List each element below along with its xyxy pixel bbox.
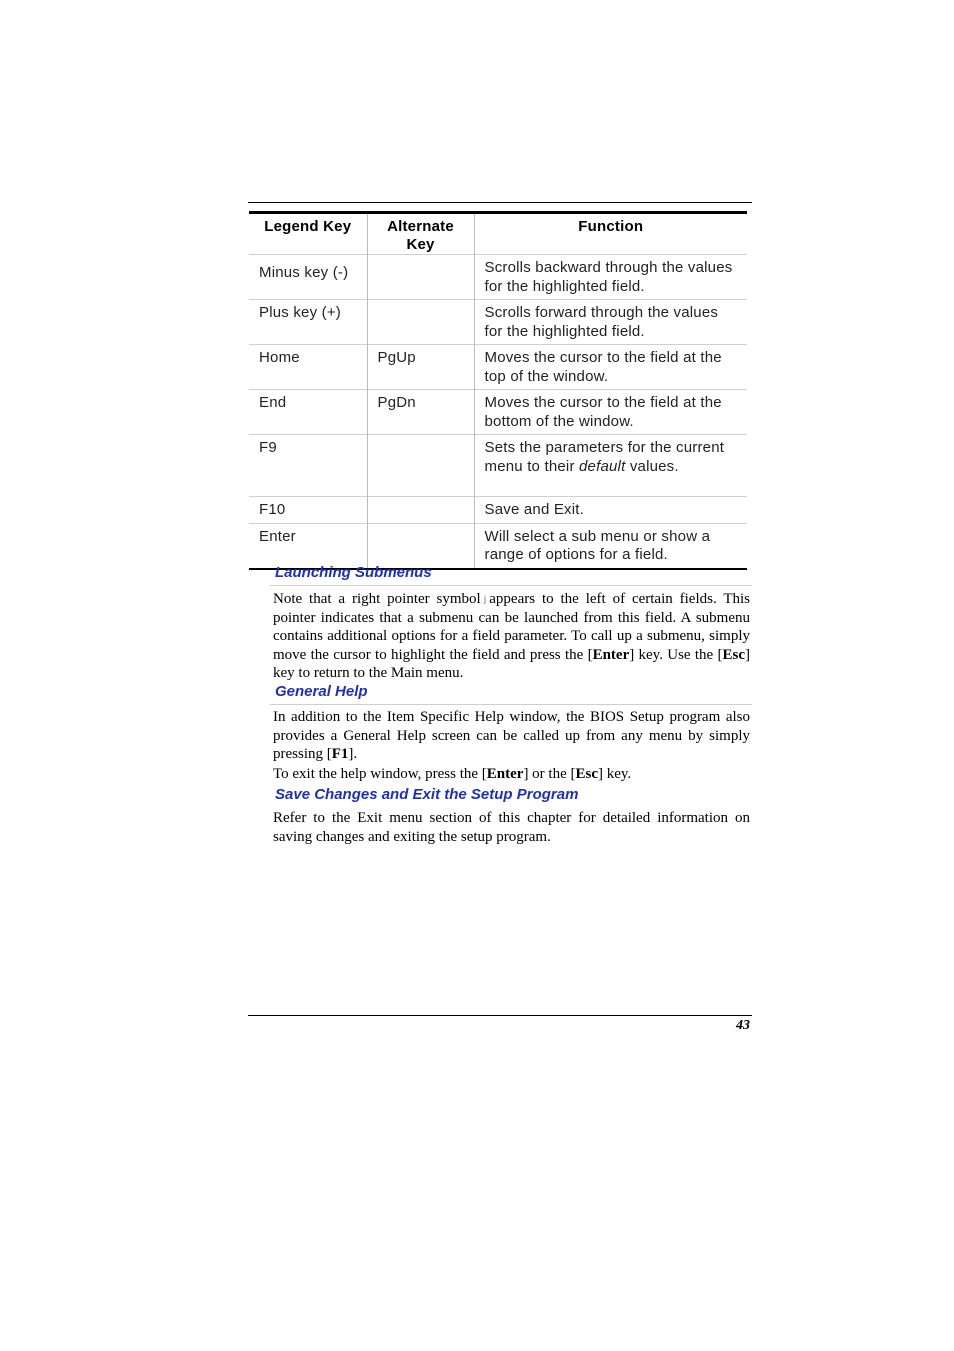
legend-key-cell: Plus key (+) bbox=[259, 304, 342, 321]
function-cell bbox=[474, 435, 747, 497]
right-pointer-icon: j bbox=[483, 594, 487, 605]
f1-key-label: F1 bbox=[331, 746, 349, 762]
table-row bbox=[249, 523, 747, 569]
header-function: Function bbox=[474, 213, 747, 255]
legend-key-table bbox=[249, 211, 747, 570]
function-cell: Scrolls backward through the values for the highlighted field. bbox=[474, 255, 747, 300]
legend-key-cell: F10 bbox=[259, 501, 286, 518]
esc-key-label: Esc bbox=[722, 646, 745, 663]
table-row bbox=[249, 255, 747, 300]
alternate-key-cell: PgDn bbox=[367, 390, 474, 435]
paragraph-text: ] or the [ bbox=[523, 766, 576, 782]
function-text: Sets the parameters for the current menu to their bbox=[484, 439, 725, 475]
table-header-row bbox=[249, 213, 747, 255]
enter-key-label: Enter bbox=[592, 646, 630, 663]
legend-key-cell: Enter bbox=[259, 527, 296, 545]
paragraph-text: ] key. Use the [ bbox=[629, 646, 723, 663]
function-cell: Scrolls forward through the values for the highlighted field. bbox=[474, 300, 747, 345]
legend-key-cell: End bbox=[259, 394, 287, 411]
section-divider bbox=[270, 704, 752, 705]
launching-submenus-heading: Launching Submenus bbox=[275, 564, 432, 581]
alternate-key-cell: PgUp bbox=[367, 345, 474, 390]
paragraph-text: appears to the left of certain fields. This pointer indicates that a submenu can be launched from this field. A submenu contains additional options for a field parameter. To call up a submenu, simply move the cursor to highlight the field and press the [ bbox=[273, 591, 750, 663]
function-cell: Save and Exit. bbox=[474, 497, 747, 524]
alternate-key-cell bbox=[367, 255, 474, 300]
general-help-heading: General Help bbox=[275, 683, 368, 700]
launching-submenus-paragraph bbox=[273, 590, 750, 683]
function-text: values. bbox=[625, 457, 679, 475]
alternate-key-cell bbox=[367, 435, 474, 497]
table-row bbox=[249, 435, 747, 497]
paragraph-text: Note that a right pointer symbol bbox=[273, 591, 481, 607]
alternate-key-cell bbox=[367, 497, 474, 524]
general-help-paragraph bbox=[273, 708, 750, 764]
save-changes-heading: Save Changes and Exit the Setup Program bbox=[275, 786, 579, 803]
paragraph-text: ]. bbox=[348, 746, 358, 762]
function-cell: Moves the cursor to the field at the bottom of the window. bbox=[474, 390, 747, 435]
table-row bbox=[249, 300, 747, 345]
paragraph-text: ] key to return to the Main menu. bbox=[273, 646, 750, 682]
header-legend-key: Legend Key bbox=[264, 218, 352, 235]
alternate-key-cell bbox=[367, 300, 474, 345]
table-row bbox=[249, 390, 747, 435]
legend-key-cell: F9 bbox=[259, 439, 277, 456]
function-cell: Will select a sub menu or show a range of options for a field. bbox=[474, 523, 747, 569]
table-row bbox=[249, 345, 747, 390]
page-number: 43 bbox=[736, 1018, 750, 1033]
save-changes-paragraph: Refer to the Exit menu section of this chapter for detailed information on saving changes and exiting the setup program. bbox=[273, 810, 750, 845]
function-italic-text: default bbox=[579, 457, 626, 475]
section-divider bbox=[270, 585, 752, 586]
paragraph-text: To exit the help window, press the [ bbox=[273, 766, 487, 782]
alternate-key-cell bbox=[367, 523, 474, 569]
header-rule bbox=[248, 202, 752, 203]
footer-rule bbox=[248, 1015, 752, 1016]
paragraph-text: In addition to the Item Specific Help window, the BIOS Setup program also provides a General Help screen can be called up from any menu by simply pressing [ bbox=[273, 709, 750, 762]
legend-key-cell: Minus key (-) bbox=[259, 264, 349, 281]
paragraph-text: ] key. bbox=[598, 766, 632, 782]
function-cell: Moves the cursor to the field at the top of the window. bbox=[474, 345, 747, 390]
general-help-exit-paragraph bbox=[273, 765, 750, 784]
header-alternate-key: Alternate Key bbox=[367, 213, 474, 255]
esc-key-label: Esc bbox=[575, 766, 598, 782]
legend-key-cell: Home bbox=[259, 349, 300, 366]
enter-key-label: Enter bbox=[486, 766, 524, 782]
table-row bbox=[249, 497, 747, 524]
